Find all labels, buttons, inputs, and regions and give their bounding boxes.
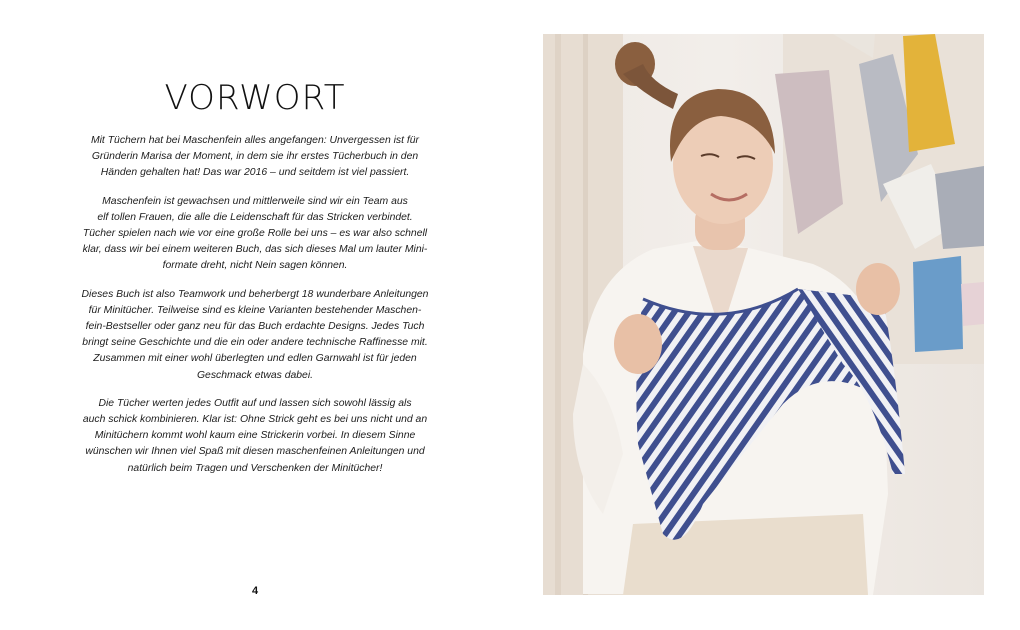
text-line: Minitüchern kommt wohl kaum eine Strickerin vorbei. In diesem Sinne — [94, 430, 416, 442]
paragraph-3 — [70, 287, 440, 384]
page-title: VORWORT — [164, 78, 346, 118]
text-line: Mit Tüchern hat bei Maschenfein alles angefangen: Unvergessen ist für — [90, 135, 420, 146]
text-line: Gründerin Marisa der Moment, in dem sie ihr erstes Tücherbuch in den — [91, 151, 419, 163]
swatch-blue — [913, 256, 963, 352]
swatch-grey-cable — [935, 166, 984, 249]
foreword-text — [70, 133, 440, 489]
text-line: Händen gehalten hat! Das war 2016 – und seitdem ist viel passiert. — [100, 167, 410, 179]
page-number: 4 — [251, 585, 259, 597]
paragraph-1 — [70, 133, 440, 182]
text-line: wünschen wir Ihnen viel Spaß mit diesen maschenfeinen Anleitungen und — [85, 446, 425, 458]
text-line: bringt seine Geschichte und die ein oder andere technische Raffinesse mit. — [82, 337, 428, 349]
right-hand — [856, 263, 900, 315]
paragraph-4 — [70, 396, 440, 477]
text-line: für Minitücher. Teilweise sind es kleine Varianten bestehender Maschen- — [88, 304, 422, 316]
text-line: Geschmack etwas dabei. — [196, 369, 314, 381]
text-line: natürlich beim Tragen und Verschenken der Minitücher! — [127, 462, 383, 474]
text-line: Die Tücher werten jedes Outfit auf und lassen sich sowohl lässig als — [98, 397, 412, 409]
text-line: fein-Bestseller oder ganz neu für das Buch erdachte Designs. Jedes Tuch — [85, 321, 425, 333]
photo-woman-holding-shawl — [543, 34, 984, 595]
text-line: Maschenfein ist gewachsen und mittlerweile sind wir ein Team aus — [102, 195, 408, 207]
text-line: Tücher spielen nach wie vor eine große Rolle bei uns – es war also schnell — [82, 228, 428, 240]
text-line: Dieses Buch ist also Teamwork und beherbergt 18 wunderbare Anleitungen — [81, 288, 429, 300]
linen-trousers — [623, 514, 868, 595]
left-hand — [614, 314, 662, 374]
text-line: formate dreht, nicht Nein sagen können. — [162, 260, 348, 272]
paragraph-2 — [70, 194, 440, 275]
text-line: Zusammen mit einer wohl überlegten und edlen Garnwahl ist für jeden — [93, 353, 417, 365]
text-line: klar, dass wir bei einem weiteren Buch, das sich dieses Mal um lauter Mini- — [82, 244, 428, 256]
text-line: auch schick kombinieren. Klar ist: Ohne Strick geht es bei uns nicht und an — [82, 414, 428, 426]
text-line: elf tollen Frauen, die alle die Leidenschaft für das Stricken verbindet. — [97, 211, 413, 223]
photo-illustration — [543, 34, 984, 595]
